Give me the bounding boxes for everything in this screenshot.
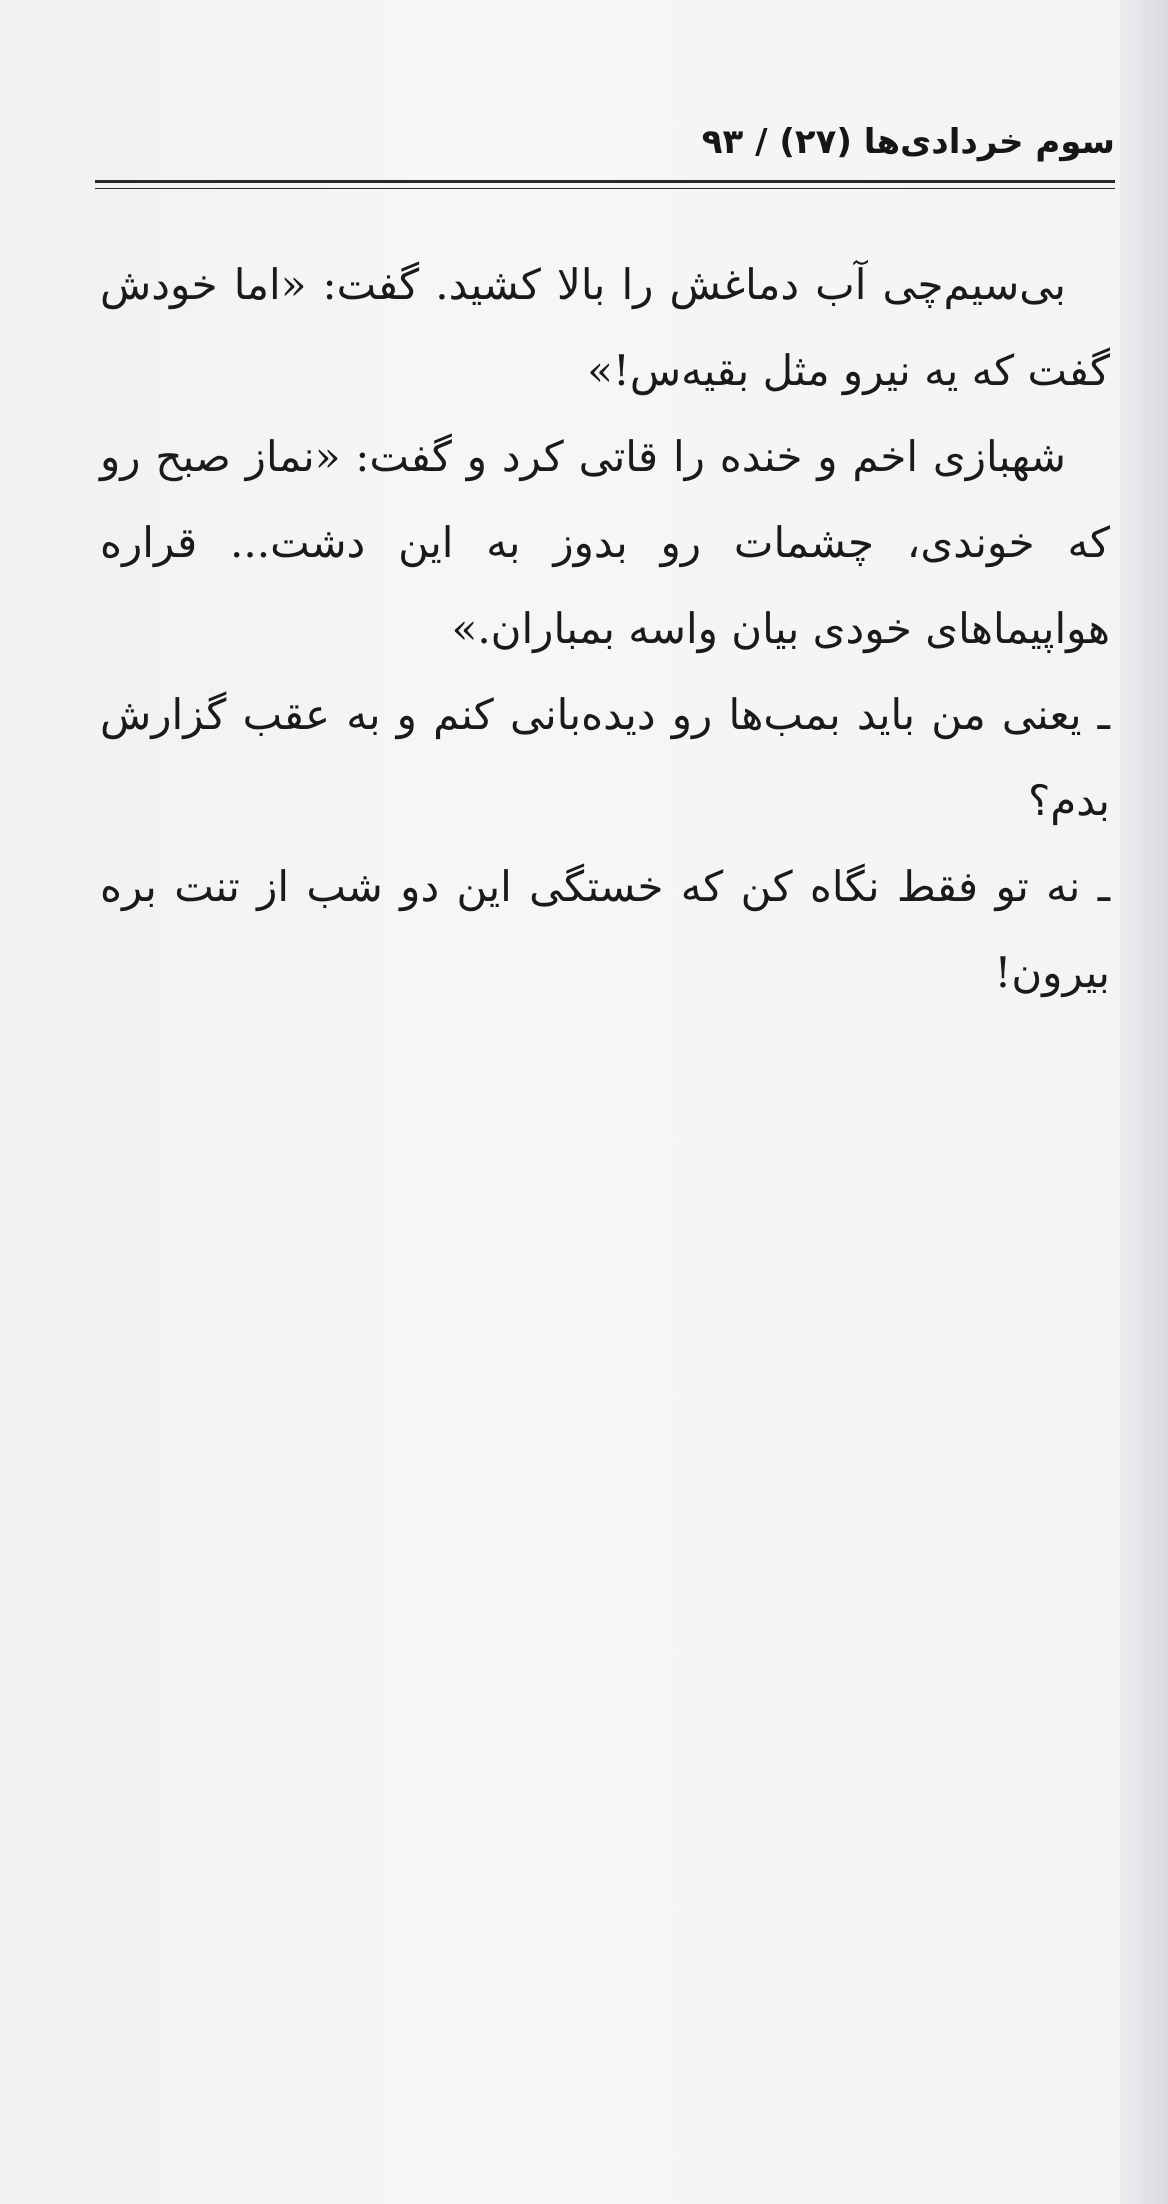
- header-rule-thick: [95, 180, 1115, 183]
- header-rule-thin: [95, 188, 1115, 189]
- dialogue-line: ـ یعنی من باید بمب‌ها رو دیده‌بانی کنم و به عقب گزارش بدم؟: [100, 690, 1110, 825]
- page-edge-shadow: [1120, 0, 1168, 2204]
- paragraph: شهبازی اخم و خنده را قاتی کرد و گفت: «نماز صبح رو که خوندی، چشمات رو بدوز به این دشت... قراره هواپیماهای خودی بیان واسه بمباران.»: [100, 432, 1110, 653]
- body-text: [100, 242, 1110, 1016]
- running-head: سوم خردادی‌ها (۲۷) / ۹۳: [701, 122, 1115, 162]
- paragraph: بی‌سیم‌چی آب دماغش را بالا کشید. گفت: «اما خودش گفت که یه نیرو مثل بقیه‌س!»: [100, 260, 1110, 395]
- dialogue-line: ـ نه تو فقط نگاه کن که خستگی این دو شب از تنت بره بیرون!: [100, 862, 1110, 997]
